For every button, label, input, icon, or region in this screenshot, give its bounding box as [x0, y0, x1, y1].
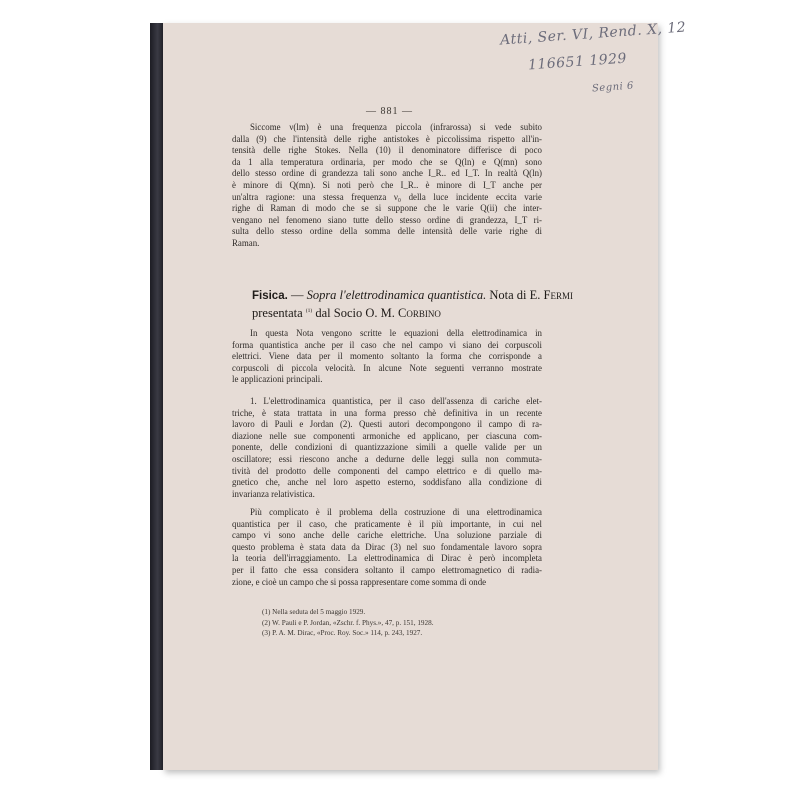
- text-line: invarianza relativistica.: [232, 488, 315, 499]
- text-line: triche, è stata trattata in una forma presso chè definitiva in un recente: [232, 407, 542, 418]
- text-line: questo problema è stata data da Dirac (3) nel suo fondamentale lavoro sopra: [232, 541, 542, 552]
- text-line: la teoria dell'irraggiamento. La elettrodinamica di Dirac è però incompleta: [232, 553, 542, 564]
- section-1-paragraph: [232, 396, 542, 500]
- footnote: (2) W. Pauli e P. Jordan, «Zschr. f. Phys.», 47, p. 151, 1928.: [262, 618, 434, 627]
- footnote-ref: (1): [305, 308, 313, 314]
- heading-nota: Nota di E.: [486, 288, 544, 302]
- intro-paragraph: [232, 122, 542, 250]
- footnotes: [262, 607, 434, 639]
- text-line: quantistica per il caso, che praticamente è il più importante, in cui nel: [232, 518, 542, 529]
- footnote: (3) P. A. M. Dirac, «Proc. Roy. Soc.» 114, p. 243, 1927.: [262, 629, 423, 637]
- section-2-paragraph: [232, 507, 542, 588]
- text-line: campo vi sono anche delle cariche elettriche. Una soluzione parziale di: [232, 530, 542, 541]
- text-line: corpuscoli di piccola velocità. In alcune Note seguenti verranno mostrate: [232, 362, 542, 373]
- text-line: un'altra ragione: una stessa frequenza ν₀ della luce incidente eccita varie: [232, 191, 542, 202]
- text-line: sulta dello stesso ordine della somma delle intensità delle varie righe di: [232, 226, 542, 237]
- text-line: dalla (9) che l'intensità delle righe antistokes è piccolissima rispetto all'in-: [232, 133, 542, 144]
- text-line: 1. L'elettrodinamica quantistica, per il caso dell'assenza di cariche elet-: [250, 396, 542, 406]
- handwritten-annotation-line3: Segni 6: [591, 80, 635, 95]
- text-line: Siccome ν(lm) è una frequenza piccola (infrarossa) si vede subito: [250, 122, 542, 132]
- heading-socio: dal Socio O. M.: [312, 306, 398, 321]
- text-line: ponente, delle condizioni di quantizzazione simili a quelle valide per un: [232, 442, 542, 453]
- text-line: per il fatto che essa considera soltanto il campo elettromagnetico di radia-: [232, 564, 542, 575]
- heading-presentata: presentata: [252, 306, 303, 321]
- text-line: Più complicato è il problema della costruzione di una elettrodinamica: [250, 507, 542, 517]
- text-line: oscillatore; essi riescono anche a dedurne delle leggi sulla non commuta-: [232, 453, 542, 464]
- text-line: le applicazioni principali.: [232, 374, 323, 385]
- text-line: righe di Raman di modo che se si suppone che le varie Q(ii) che inter-: [232, 203, 542, 214]
- abstract-paragraph: [232, 328, 542, 386]
- author-name: Fermi: [543, 288, 573, 302]
- text-line: gnetico che, anche nel loro aspetto esterno, soddisfano alla condizione di: [232, 477, 542, 488]
- text-line: vengano nel fenomeno siano tutte dello stesso ordine di grandezza, I_T ri-: [232, 214, 542, 225]
- page-number: — 881 —: [366, 106, 413, 117]
- text-line: Raman.: [232, 237, 260, 248]
- text-line: In questa Nota vengono scritte le equazioni della elettrodinamica in: [250, 328, 542, 338]
- text-line: è minore di Q(mn). Si noti però che I_R.. è minore di I_T anche per: [232, 179, 542, 190]
- text-line: zione, e cioè un campo che si possa rappresentare come somma di onde: [232, 576, 487, 587]
- text-line: dello stesso ordine di grandezza tali sono anche I_R.. ed I_T. In realtà Q(ln): [232, 168, 542, 179]
- handwritten-annotation-line2: 116651 1929: [527, 50, 628, 74]
- presenter-name: Corbino: [397, 306, 441, 321]
- text-line: lavoro di Pauli e Jordan (2). Questi autori decompongono il campo di ra-: [232, 419, 542, 430]
- text-line: tensità delle righe Stokes. Nella (10) il denominatore differisce di poco: [232, 145, 542, 156]
- article-heading: [252, 288, 573, 321]
- handwritten-annotation-line1: Atti, Ser. VI, Rend. X, 12: [499, 19, 687, 49]
- binding-spine: [150, 23, 164, 770]
- text-line: forma quantistica anche per il caso che nel campo vi siano dei corpuscoli: [232, 339, 542, 350]
- heading-dash: —: [287, 288, 307, 302]
- section-category: Fisica.: [252, 290, 288, 302]
- footnote: (1) Nella seduta del 5 maggio 1929.: [262, 608, 366, 616]
- text-line: tività del prodotto delle componenti del campo elettrico e di quello ma-: [232, 465, 542, 476]
- article-title: Sopra l'elettrodinamica quantistica.: [306, 288, 487, 302]
- text-line: diazione nelle sue componenti armoniche ed applicano, per ciascuna com-: [232, 430, 542, 441]
- text-line: da 1 alla temperatura ordinaria, per modo che se Q(ln) e Q(mn) sono: [232, 156, 542, 167]
- text-line: elettrici. Viene data per il momento soltanto la forma che corrisponde a: [232, 351, 542, 362]
